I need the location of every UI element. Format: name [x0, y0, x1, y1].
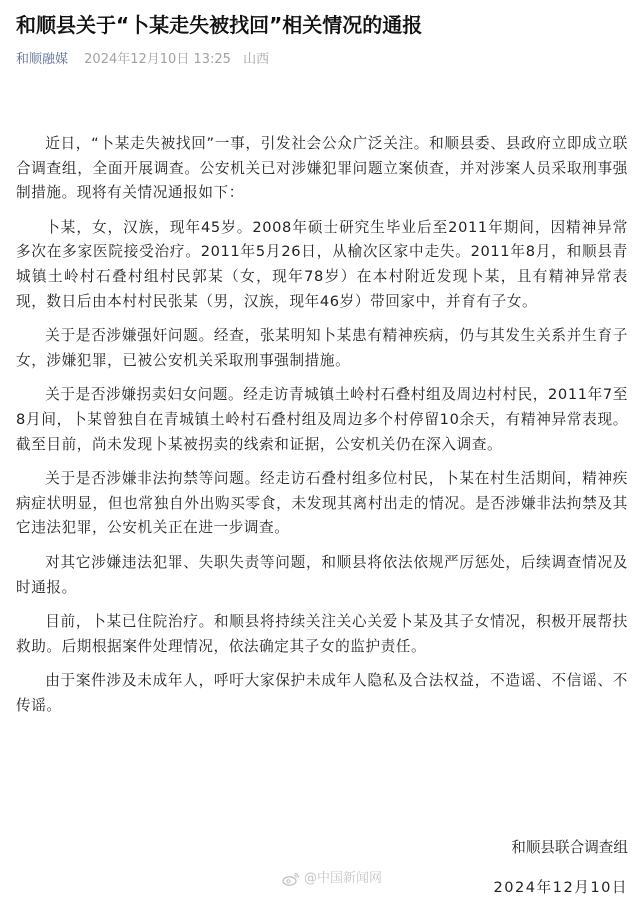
- paragraph: 近日，“卜某走失被找回”一事，引发社会公众广泛关注。和顺县委、县政府立即成立联合调查组，全面开展调查。公安机关已对涉嫌犯罪问题立案侦查，并对涉案人员采取刑事强制措施。现将有关情况通报如下：: [16, 135, 628, 202]
- paragraph: 卜某，女，汉族，现年45岁。2008年硕士研究生毕业后至2011年期间，因精神异常多次在多家医院接受治疗。2011年5月26日，从榆次区家中走失。2011年8月，和顺县青城镇土岭村石叠村组村民郭某（女，现年78岁）在本村附近发现卜某，且有精神异常表现，数日后由本村村民张某（男，汉族，现年46岁）带回家中，并育有子女。: [16, 218, 628, 310]
- weibo-icon: [282, 872, 300, 886]
- paragraph: 目前，卜某已住院治疗。和顺县将持续关注关心关爱卜某及其子女情况，积极开展帮扶救助。后期根据案件处理情况，依法确定其子女的监护责任。: [16, 613, 628, 655]
- paragraph: 对其它涉嫌违法犯罪、失职失责等问题，和顺县将依法依规严厉惩处，后续调查情况及时通报。: [16, 553, 628, 596]
- signature-block: [493, 836, 628, 900]
- publish-datetime: 2024年12月10日 13:25: [84, 52, 231, 67]
- paragraph: 关于是否涉嫌拐卖妇女问题。经走访青城镇土岭村石叠村组及周边村村民，2011年7至8月间，卜某曾独自在青城镇土岭村石叠村组及周边多个村停留10余天，有精神异常表现。截至目前，尚未发现卜某被拐卖的线索和证据，公安机关仍在深入调查。: [16, 386, 628, 453]
- source-link[interactable]: 和顺融媒: [16, 52, 69, 67]
- paragraph: 关于是否涉嫌强奸问题。经查，张某明知卜某患有精神疾病，仍与其发生关系并生育子女，涉嫌犯罪，已被公安机关采取刑事强制措施。: [16, 327, 628, 369]
- paragraph: 由于案件涉及未成年人，呼吁大家保护未成年人隐私及合法权益，不造谣、不信谣、不传谣。: [16, 672, 628, 714]
- article-title: 和顺县关于“卜某走失被找回”相关情况的通报: [16, 13, 423, 37]
- signature-date: 2024年12月10日: [493, 879, 628, 896]
- publish-region: 山西: [243, 52, 270, 67]
- signature-org: 和顺县联合调查组: [511, 839, 628, 856]
- watermark: [282, 870, 382, 888]
- article-body: [16, 132, 628, 728]
- article-meta: [16, 50, 269, 70]
- watermark-text: @中国新闻网: [304, 871, 383, 886]
- paragraph: 关于是否涉嫌非法拘禁等问题。经走访石叠村组多位村民，卜某在村生活期间，精神疾病症状明显，但也常独自外出购买零食，未发现其离村出走的情况。是否涉嫌非法拘禁及其它违法犯罪，公安机关正在进一步调查。: [16, 470, 628, 537]
